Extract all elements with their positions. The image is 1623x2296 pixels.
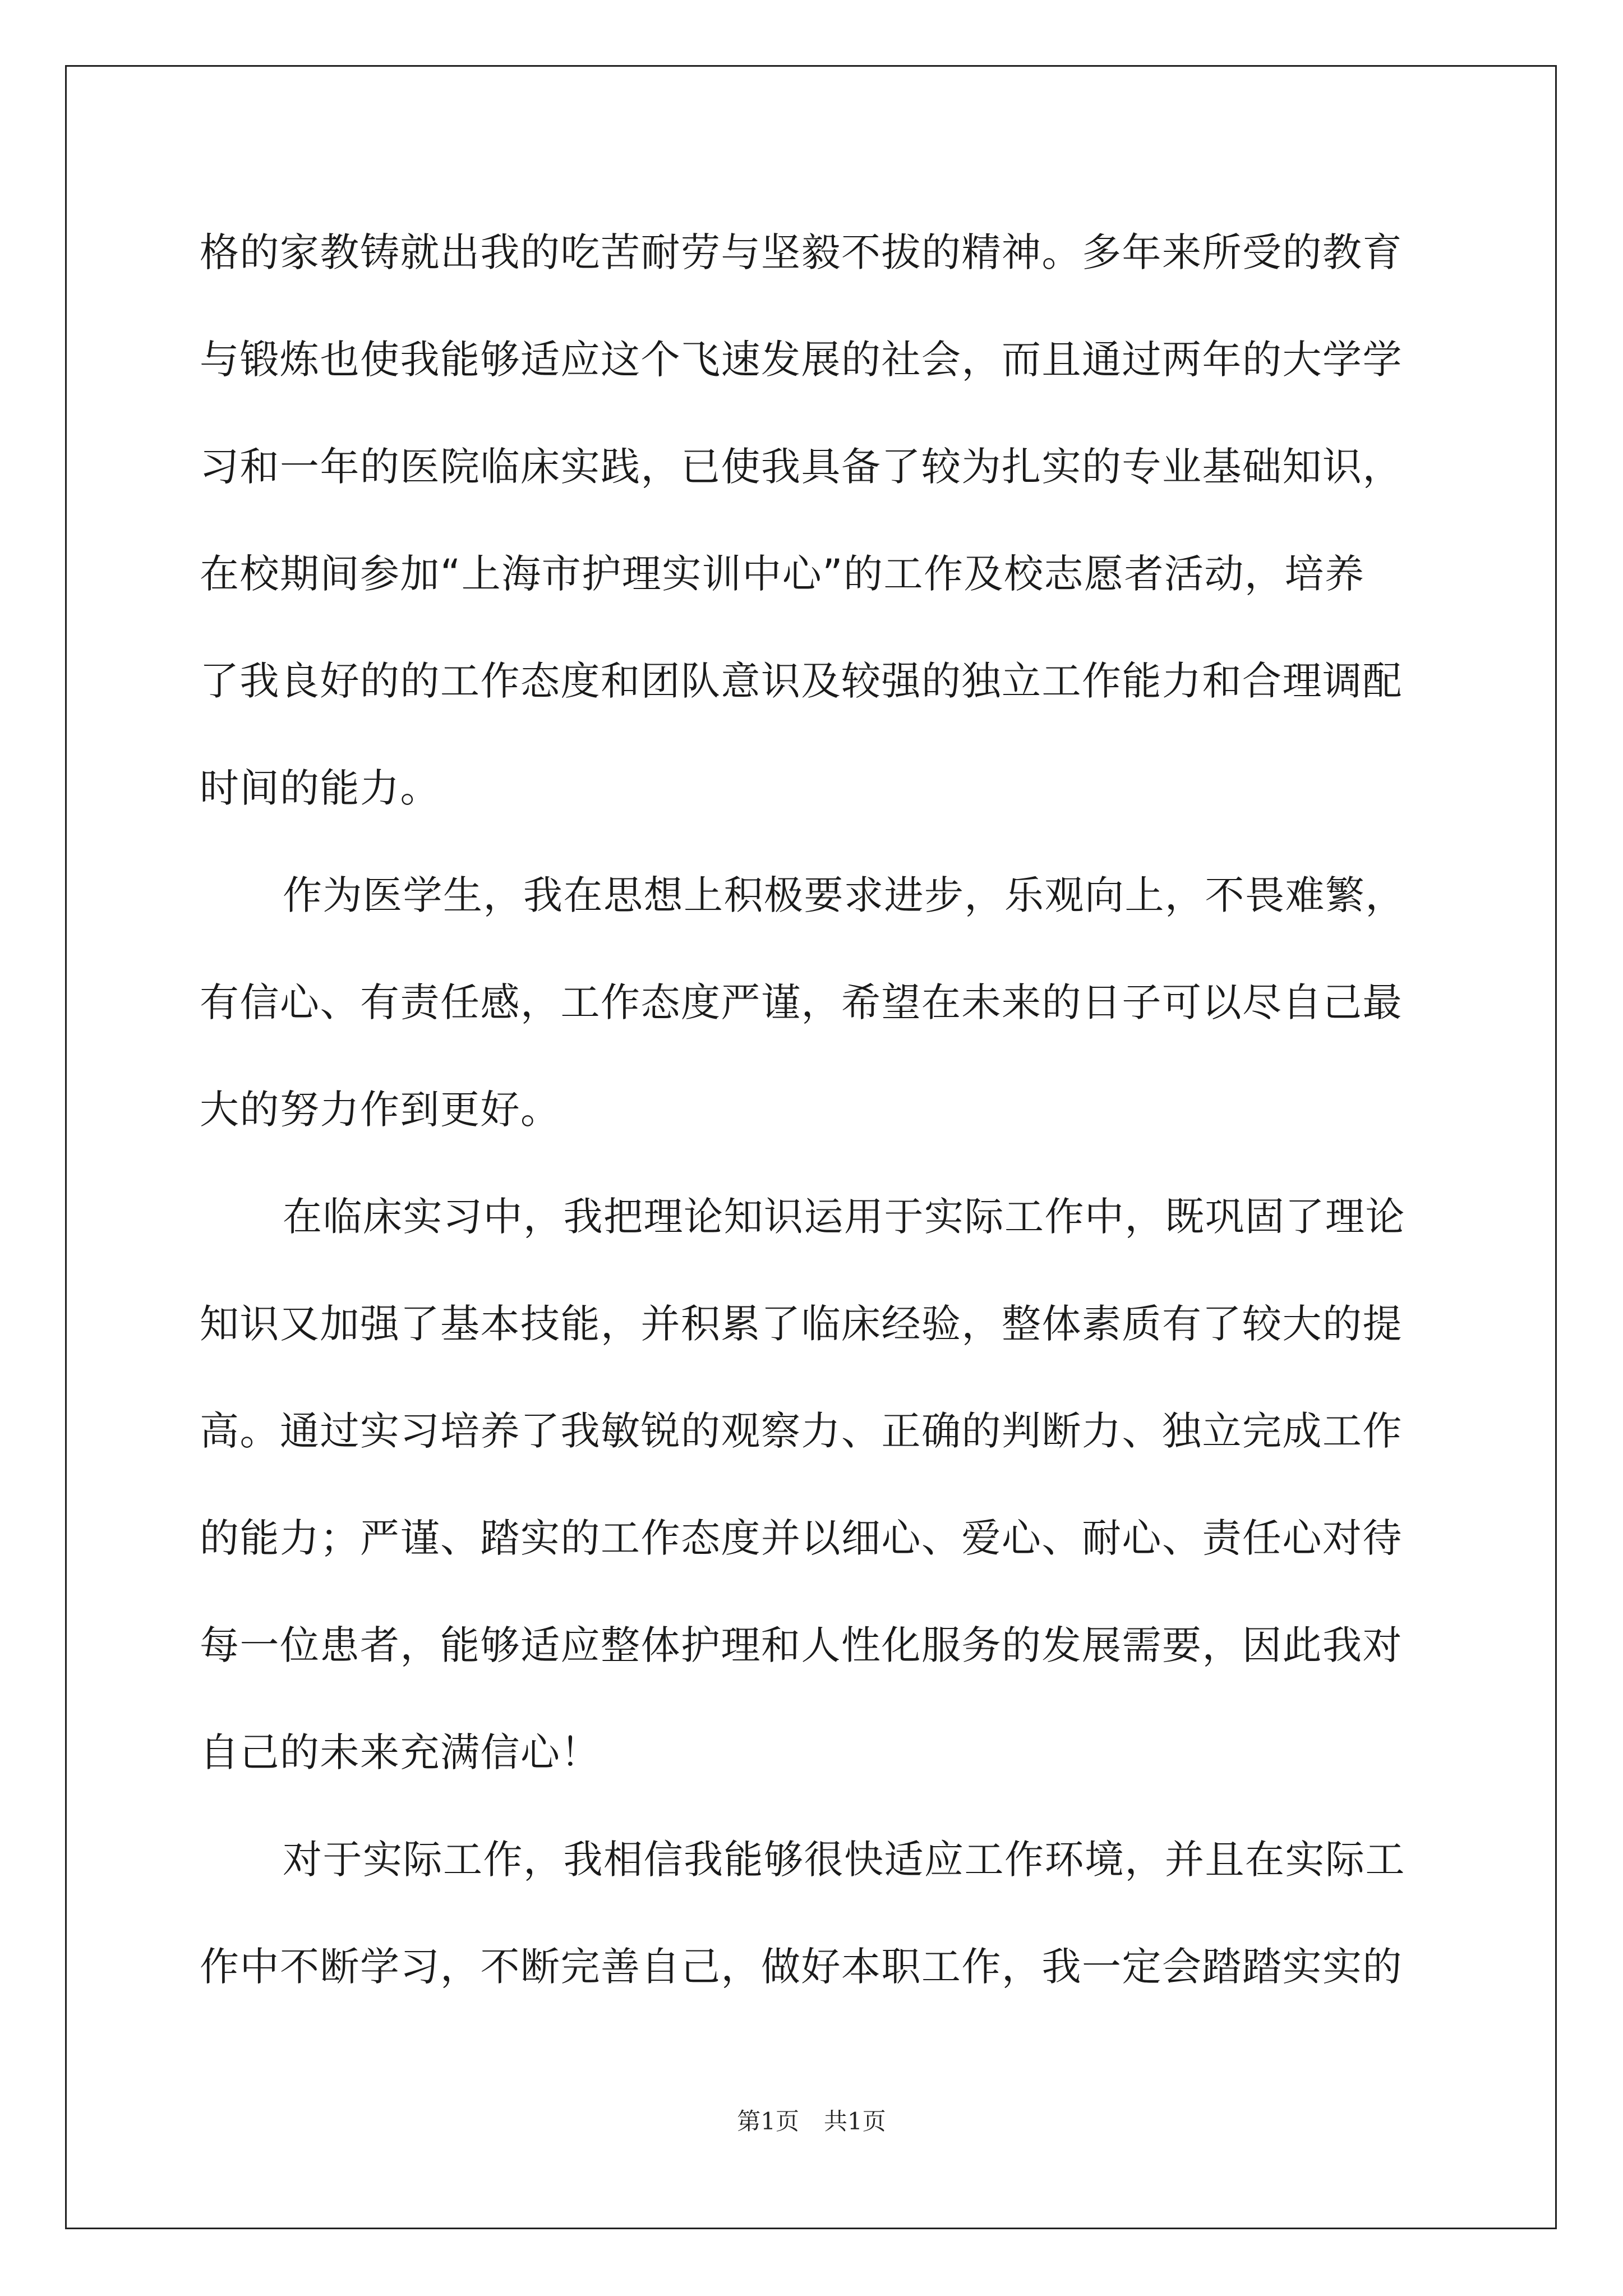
body-line: 的能力；严谨、踏实的工作态度并以细心、爱心、耐心、责任心对待 <box>200 1515 1403 1561</box>
body-line: 时间的能力。 <box>200 765 440 811</box>
page-footer <box>0 2105 1623 2138</box>
body-line: 在校期间参加“上海市护理实训中心”的工作及校志愿者活动，培养 <box>200 551 1365 597</box>
paragraph-first-line: 作为医学生，我在思想上积极要求进步，乐观向上，不畏难繁， <box>283 872 1405 918</box>
body-line: 了我良好的的工作态度和团队意识及较强的独立工作能力和合理调配 <box>200 658 1403 704</box>
body-line: 有信心、有责任感，工作态度严谨，希望在未来的日子可以尽自己最 <box>200 979 1403 1025</box>
body-line: 作中不断学习，不断完善自己，做好本职工作，我一定会踏踏实实的 <box>200 1944 1403 1990</box>
body-line: 高。通过实习培养了我敏锐的观察力、正确的判断力、独立完成工作 <box>200 1408 1403 1454</box>
body-line: 格的家教铸就出我的吃苦耐劳与坚毅不拔的精神。多年来所受的教育 <box>200 229 1403 275</box>
body-line: 习和一年的医院临床实践，已使我具备了较为扎实的专业基础知识， <box>200 444 1403 490</box>
paragraph-first-line: 对于实际工作，我相信我能够很快适应工作环境，并且在实际工 <box>283 1837 1405 1883</box>
body-line: 大的努力作到更好。 <box>200 1087 561 1133</box>
body-line: 知识又加强了基本技能，并积累了临床经验，整体素质有了较大的提 <box>200 1301 1403 1347</box>
page-number-total: 共1页 <box>824 2108 886 2135</box>
body-line: 与锻炼也使我能够适应这个飞速发展的社会，而且通过两年的大学学 <box>200 337 1403 383</box>
document-body <box>200 199 1467 2021</box>
body-line: 每一位患者，能够适应整体护理和人性化服务的发展需要，因此我对 <box>200 1622 1403 1668</box>
page-number-current: 第1页 <box>737 2108 799 2135</box>
paragraph-first-line: 在临床实习中，我把理论知识运用于实际工作中，既巩固了理论 <box>283 1194 1405 1240</box>
body-line: 自己的未来充满信心！ <box>200 1729 601 1775</box>
